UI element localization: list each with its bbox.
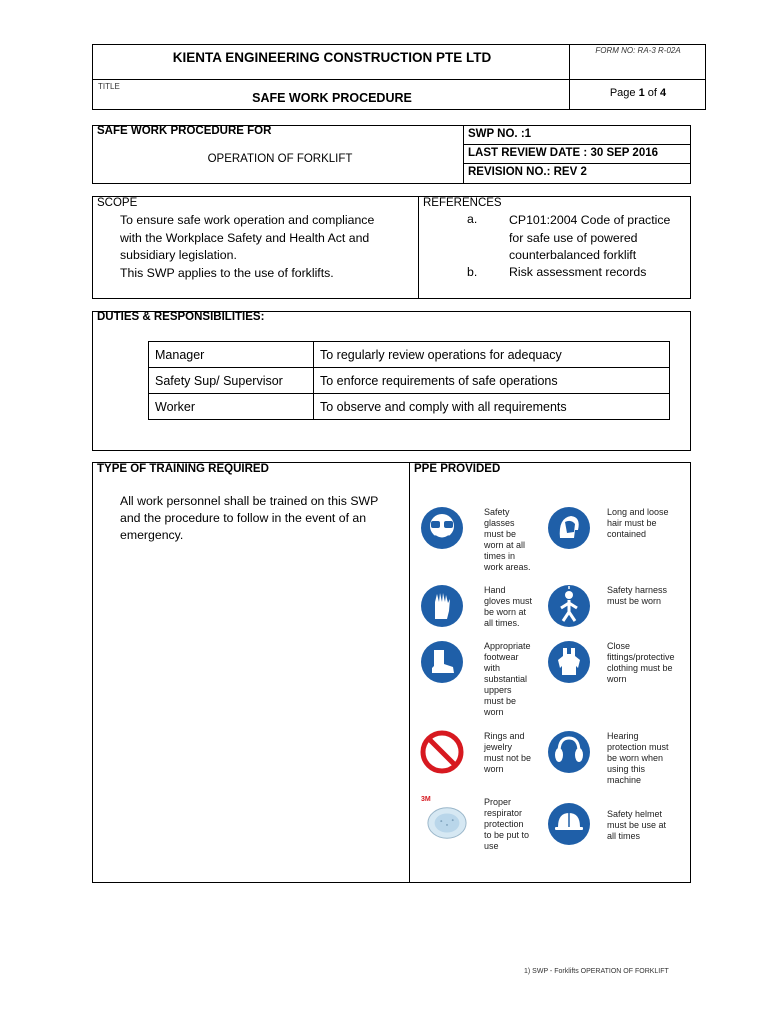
- page-total: 4: [660, 87, 667, 99]
- swp-divider-vertical: [463, 125, 464, 184]
- scope-heading: SCOPE: [97, 197, 138, 209]
- safety-helmet-icon: [547, 802, 591, 846]
- scope-line: subsidiary legislation.: [120, 248, 237, 262]
- duties-heading: DUTIES & RESPONSIBILITIES:: [97, 311, 265, 323]
- ppe-caption: Safety glasses must be worn at all times in work areas.: [484, 507, 531, 572]
- revision-number: REVISION NO.: REV 2: [468, 166, 587, 178]
- company-name: KIENTA ENGINEERING CONSTRUCTION PTE LTD: [172, 50, 492, 65]
- reference-item-b: Risk assessment records: [509, 265, 647, 279]
- no-jewelry-icon: [420, 730, 464, 774]
- duty-role: Safety Sup/ Supervisor: [149, 368, 314, 394]
- table-row: [149, 394, 670, 420]
- reference-marker-a: a.: [467, 212, 478, 226]
- duty-description: To observe and comply with all requirements: [314, 394, 670, 420]
- hearing-protection-icon: [547, 730, 591, 774]
- form-number: FORM NO: RA-3 R-02A: [595, 46, 681, 55]
- reference-marker-b: b.: [467, 265, 478, 279]
- duty-role: Manager: [149, 342, 314, 368]
- reference-line: CP101:2004 Code of practice: [509, 213, 671, 227]
- training-line: All work personnel shall be trained on this SWP: [120, 494, 379, 508]
- scope-divider: [418, 196, 419, 299]
- protective-clothing-icon: [547, 640, 591, 684]
- training-line: and the procedure to follow in the event of an: [120, 511, 367, 525]
- footer-text: 1) SWP - Forklifts OPERATION OF FORKLIFT: [524, 968, 669, 975]
- duties-table: [148, 341, 670, 420]
- respirator-mask-icon: [424, 802, 470, 844]
- brand-3m-mark: 3M: [421, 796, 431, 803]
- hair-contained-icon: [547, 506, 591, 550]
- scope-line: This SWP applies to the use of forklifts.: [120, 265, 334, 280]
- reference-line: counterbalanced forklift: [509, 248, 637, 262]
- document-title: SAFE WORK PROCEDURE: [252, 91, 412, 105]
- duty-description: To enforce requirements of safe operations: [314, 368, 670, 394]
- ppe-caption: Appropriate footwear with substantial uppers must be worn: [484, 641, 531, 717]
- ppe-caption: Close fittings/protective clothing must be worn: [607, 641, 675, 684]
- reference-item-a: [509, 212, 670, 265]
- title-label: TITLE: [98, 82, 120, 91]
- ppe-heading: PPE PROVIDED: [414, 463, 501, 475]
- page-indicator: [572, 87, 704, 99]
- scope-line: To ensure safe work operation and compliance: [120, 213, 375, 227]
- safety-harness-icon: [547, 584, 591, 628]
- swp-divider-1: [463, 144, 691, 145]
- ppe-caption: Safety harness must be worn: [607, 585, 668, 606]
- duty-role: Worker: [149, 394, 314, 420]
- ppe-caption: Hearing protection must be worn when using this machine: [607, 731, 669, 785]
- duty-description: To regularly review operations for adequacy: [314, 342, 670, 368]
- swp-number: SWP NO. :1: [468, 128, 532, 140]
- table-row: [149, 342, 670, 368]
- ppe-caption: Long and loose hair must be contained: [607, 507, 669, 539]
- training-line: emergency.: [120, 528, 184, 542]
- references-heading: REFERENCES: [423, 197, 502, 209]
- hand-gloves-icon: [420, 584, 464, 628]
- swp-for-label: SAFE WORK PROCEDURE FOR: [97, 125, 272, 137]
- training-heading: TYPE OF TRAINING REQUIRED: [97, 463, 269, 475]
- ppe-caption: Safety helmet must be use at all times: [607, 809, 667, 841]
- header-divider-vertical: [569, 44, 570, 110]
- table-row: [149, 368, 670, 394]
- scope-line: with the Workplace Safety and Health Act and: [120, 230, 370, 245]
- reference-line: for safe use of powered: [509, 230, 638, 245]
- ppe-caption: Hand gloves must be worn at all times.: [484, 585, 533, 628]
- swp-operation: OPERATION OF FORKLIFT: [207, 153, 353, 165]
- page-prefix: Page: [609, 87, 636, 99]
- header-divider-horizontal: [92, 79, 706, 80]
- page-current: 1: [638, 87, 645, 99]
- safety-glasses-icon: [420, 506, 464, 550]
- ppe-caption: Rings and jewelry must not be worn: [484, 731, 532, 774]
- training-text: [120, 493, 378, 544]
- swp-divider-2: [463, 163, 691, 164]
- scope-text: [120, 212, 374, 282]
- page-of: of: [647, 87, 657, 99]
- training-ppe-divider: [409, 462, 410, 883]
- ppe-caption: Proper respirator protection to be put to use: [484, 797, 530, 851]
- last-review-date: LAST REVIEW DATE : 30 SEP 2016: [468, 147, 659, 159]
- safety-footwear-icon: [420, 640, 464, 684]
